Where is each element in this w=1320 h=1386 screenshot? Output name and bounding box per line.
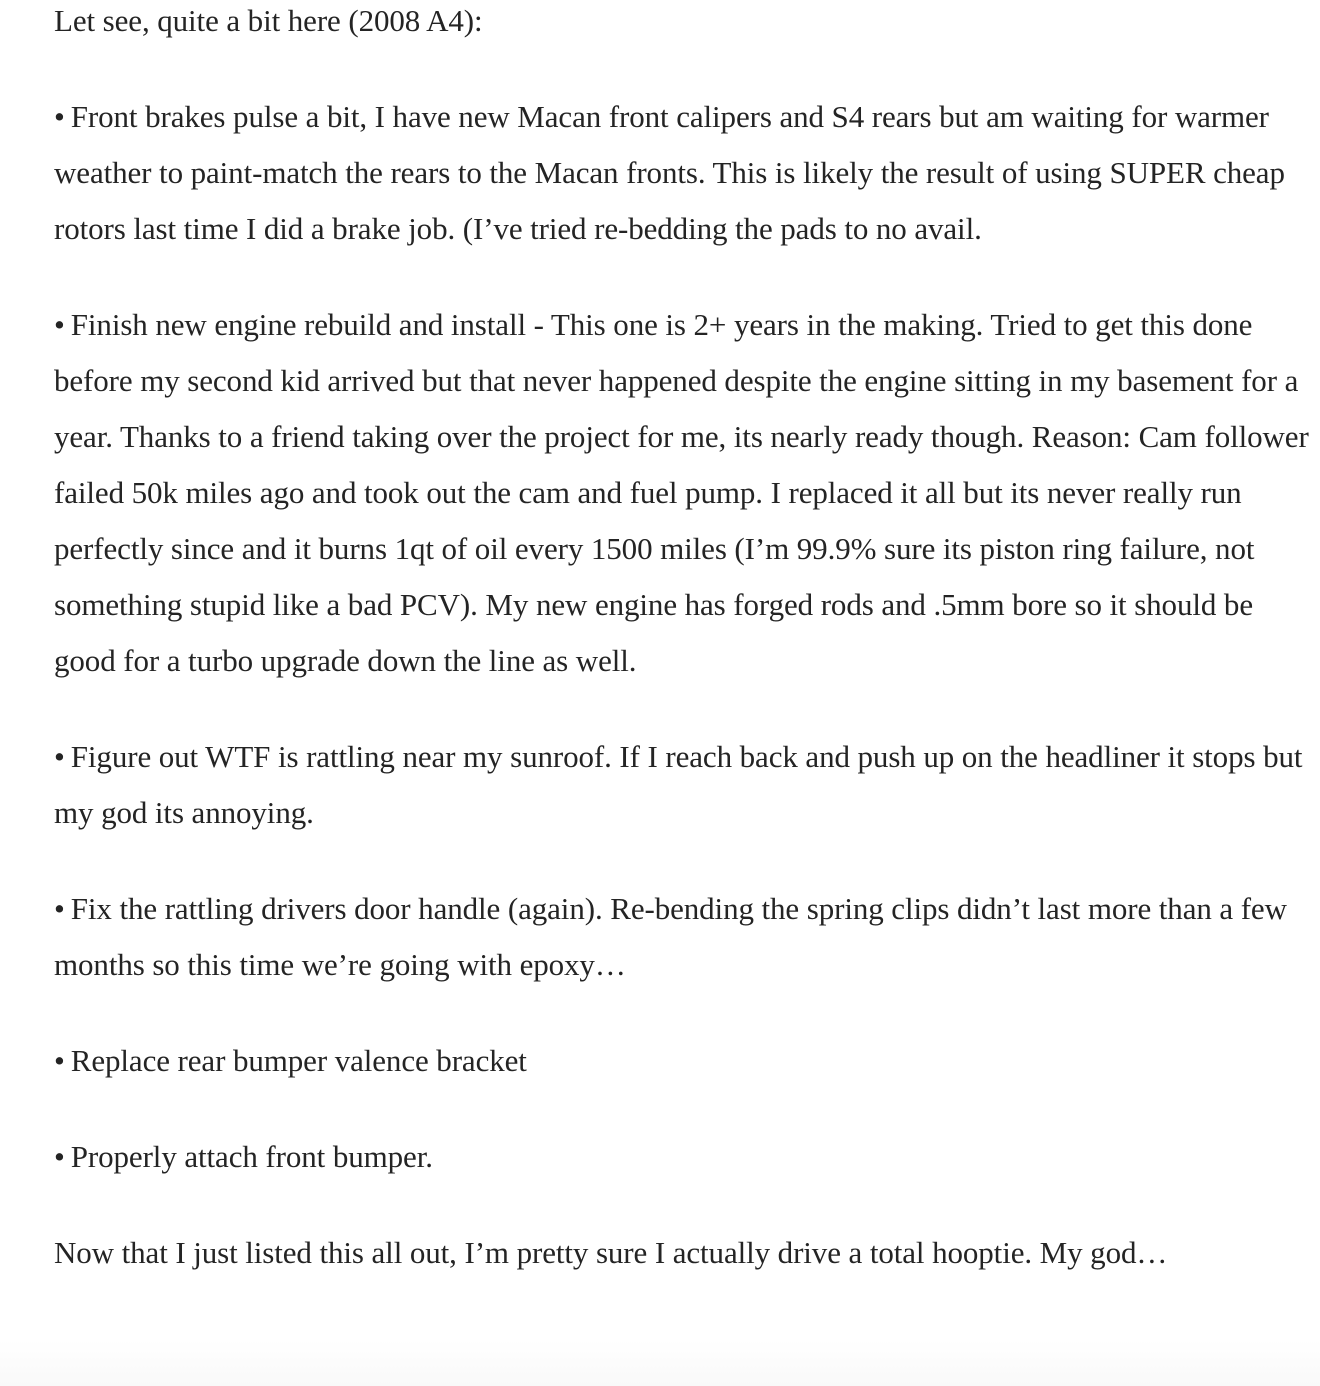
list-item-text: Properly attach front bumper. <box>70 1139 433 1174</box>
list-item-text: Figure out WTF is rattling near my sunroof. If I reach back and push up on the headliner it stops but my god its annoying. <box>54 739 1303 830</box>
list-item-front-bumper <box>54 1129 1316 1185</box>
list-item-sunroof-rattle <box>54 729 1316 841</box>
list-item-text: Replace rear bumper valence bracket <box>70 1043 527 1078</box>
list-item-text: Front brakes pulse a bit, I have new Macan front calipers and S4 rears but am waiting for warmer weather to paint-match the rears to the Macan fronts. This is likely the result of using SUPER cheap rotors last time I did a brake job. (I’ve tried re-bedding the pads to no avail. <box>54 99 1285 246</box>
bullet-icon: • <box>54 307 65 342</box>
list-item-door-handle <box>54 881 1316 993</box>
bullet-icon: • <box>54 1139 65 1174</box>
article-body <box>54 0 1316 1281</box>
list-item-engine-rebuild <box>54 297 1316 689</box>
list-item-text: Fix the rattling drivers door handle (again). Re-bending the spring clips didn’t last more than a few months so this time we’re going with epoxy… <box>54 891 1287 982</box>
bullet-icon: • <box>54 739 65 774</box>
closing-paragraph: Now that I just listed this all out, I’m pretty sure I actually drive a total hooptie. My god… <box>54 1235 1168 1270</box>
intro-paragraph: Let see, quite a bit here (2008 A4): <box>54 3 483 38</box>
list-item-front-brakes <box>54 89 1316 257</box>
list-item-valence-bracket <box>54 1033 1316 1089</box>
bottom-fade-overlay <box>0 1340 1320 1386</box>
bullet-icon: • <box>54 1043 65 1078</box>
bullet-icon: • <box>54 891 65 926</box>
bullet-icon: • <box>54 99 65 134</box>
list-item-text: Finish new engine rebuild and install - This one is 2+ years in the making. Tried to get this done before my second kid arrived but that never happened despite the engine sitting in my basement for a year. Thanks to a friend taking over the project for me, its nearly ready though. Reason: Cam follower failed 50k miles ago and took out the cam and fuel pump. I replaced it all but its never really run perfectly since and it burns 1qt of oil every 1500 miles (I’m 99.9% sure its piston ring failure, not something stupid like a bad PCV). My new engine has forged rods and .5mm bore so it should be good for a turbo upgrade down the line as well. <box>54 307 1309 678</box>
